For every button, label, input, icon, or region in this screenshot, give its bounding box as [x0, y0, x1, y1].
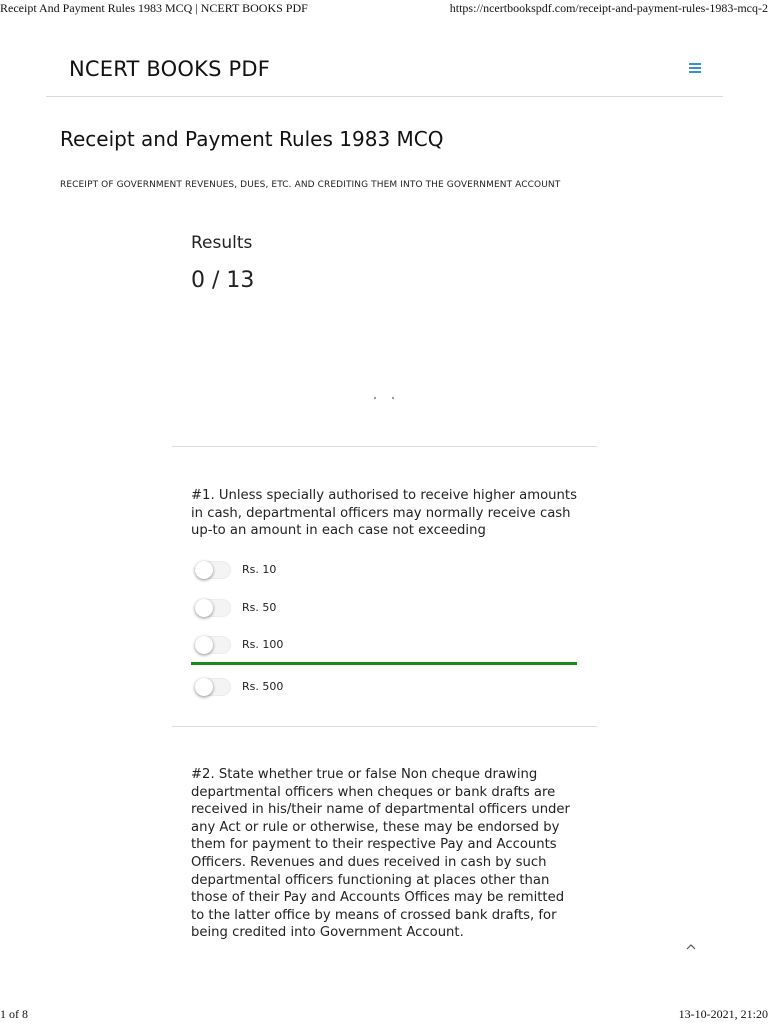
chevron-up-icon[interactable]: [684, 938, 698, 950]
print-header-title: Receipt And Payment Rules 1983 MCQ | NCERT BOOKS PDF: [0, 1, 308, 15]
page-subtitle: RECEIPT OF GOVERNMENT REVENUES, DUES, ETC. AND CREDITING THEM INTO THE GOVERNMENT ACCOUNT: [60, 180, 561, 190]
option-label: Rs. 50: [242, 601, 277, 614]
results-score: 0 / 13: [191, 268, 255, 293]
loading-dots-icon: [372, 397, 396, 401]
option-label: Rs. 500: [242, 680, 284, 693]
print-header: [0, 0, 768, 16]
page-title: Receipt and Payment Rules 1983 MCQ: [60, 127, 444, 151]
option-1-a[interactable]: [193, 558, 577, 582]
option-1-b[interactable]: [193, 596, 577, 620]
results-label: Results: [191, 233, 253, 253]
option-1-d[interactable]: [193, 675, 577, 699]
question-2-text: #2. State whether true or false Non cheque drawing departmental officers when cheques or bank drafts are received in his/their name of departmental officers under any Act or rule or otherwise, these may be endorsed by them for payment to their respective Pay and Accounts Officers. Revenues and dues received in cash by such departmental officers functioning at places other than those of their Pay and Accounts Offices may be remitted to the latter office by means of crossed bank drafts, for being credited into Government Account.: [191, 767, 570, 941]
toggle-switch[interactable]: [195, 599, 231, 617]
divider: [172, 446, 597, 447]
print-footer-page: 1 of 8: [0, 1007, 28, 1021]
print-footer-datetime: 13-10-2021, 21:20: [678, 1007, 768, 1021]
option-label: Rs. 100: [242, 638, 284, 651]
option-1-c[interactable]: [193, 633, 577, 657]
site-brand[interactable]: NCERT BOOKS PDF: [69, 57, 270, 81]
option-label: Rs. 10: [242, 563, 277, 576]
print-header-url: https://ncertbookspdf.com/receipt-and-payment-rules-1983-mcq-2: [449, 1, 768, 15]
site-header: [46, 40, 723, 97]
toggle-switch[interactable]: [195, 561, 231, 579]
hamburger-menu-icon[interactable]: [689, 63, 701, 74]
print-footer: [0, 1006, 768, 1024]
toggle-switch[interactable]: [195, 636, 231, 654]
question-1-text: #1. Unless specially authorised to receive higher amounts in cash, departmental officers may normally receive cash up-to an amount in each case not exceeding: [191, 488, 577, 539]
divider: [172, 726, 597, 727]
toggle-switch[interactable]: [195, 678, 231, 696]
correct-answer-indicator: [191, 662, 577, 665]
